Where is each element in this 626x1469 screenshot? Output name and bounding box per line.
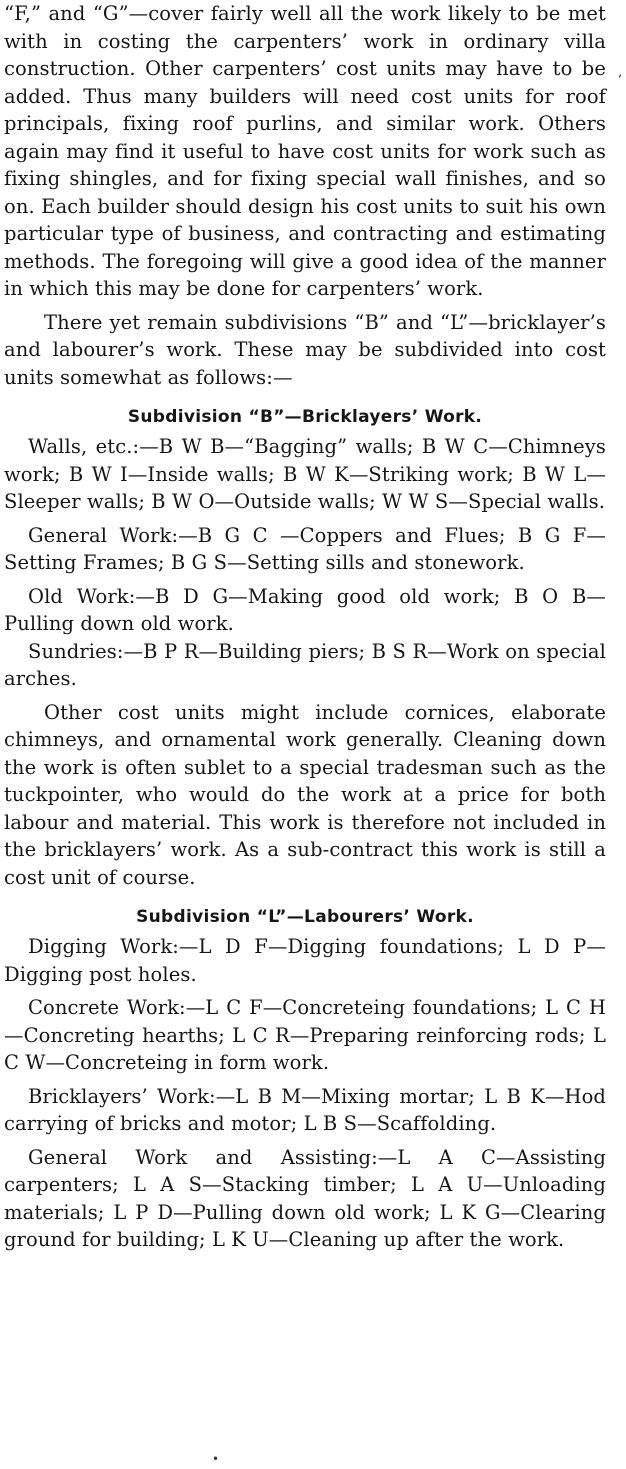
b-other-units-paragraph: Other cost units might include cornices, elaborate chimneys, and ornamental work generally. Cleaning down the work is often sublet to a special tradesman such as the tuckpointer, who would do the work at a price for both labour and material. This work is therefore not included in the bricklayers’ work. As a sub-contract this work is still a cost unit of course. — [4, 700, 606, 889]
b-sundries-paragraph: Sundries:—B P R—Building piers; B S R—Work on special arches. — [4, 639, 606, 690]
subdivision-l-heading: Subdivision “L”—Labourers’ Work. — [136, 907, 474, 927]
l-general-work-paragraph: General Work and Assisting:—L A C—Assisting carpenters; L A S—Stacking timber; L A U—Unloading materials; L P D—Pulling down old work; L K G—Clearing ground for building; L K U—Cleaning up after the work. — [4, 1145, 606, 1251]
b-walls-paragraph: Walls, etc.:—B W B—“Bagging” walls; B W C—Chimneys work; B W I—Inside walls; B W K—Striking work; B W L—Sleeper walls; B W O—Outside walls; W W S—Special walls. — [4, 435, 606, 513]
subdivision-b-heading: Subdivision “B”—Bricklayers’ Work. — [127, 407, 483, 427]
b-general-work-paragraph: General Work:—B G C —Coppers and Flues; B G F—Setting Frames; B G S—Setting sills and stonework. — [4, 523, 606, 574]
transition-paragraph: There yet remain subdivisions “B” and “L”—bricklayer’s and labourer’s work. These may be subdivided into cost units somewhat as follows:— — [4, 310, 606, 389]
b-old-work-paragraph: Old Work:—B D G—Making good old work; B O B—Pulling down old work. — [4, 584, 606, 635]
document-page — [4, 0, 606, 1254]
bottom-speck: • — [212, 1452, 220, 1466]
l-digging-work-paragraph: Digging Work:—L D F—Digging foundations; L D P—Digging post holes. — [4, 935, 606, 986]
margin-speck: , — [618, 64, 623, 80]
l-bricklayers-work-paragraph: Bricklayers’ Work:—L B M—Mixing mortar; L B K—Hod carrying of bricks and motor; L B S—Scaffolding. — [4, 1084, 606, 1135]
l-concrete-work-paragraph: Concrete Work:—L C F—Concreteing foundations; L C H—Concreting hearths; L C R—Preparing reinforcing rods; L C W—Concreteing in form work. — [4, 996, 606, 1074]
intro-paragraph: “F,” and “G”—cover fairly well all the work likely to be met with in costing the carpenters’ work in ordinary villa construction. Other carpenters’ cost units may have to be added. Thus many builders will need cost units for roof principals, fixing roof purlins, and similar work. Others again may find it useful to have cost units for work such as fixing shingles, and for fixing special wall finishes, and so on. Each builder should design his cost units to suit his own particular type of business, and contracting and estimating methods. The foregoing will give a good idea of the manner in which this may be done for carpenters’ work. — [4, 2, 606, 300]
